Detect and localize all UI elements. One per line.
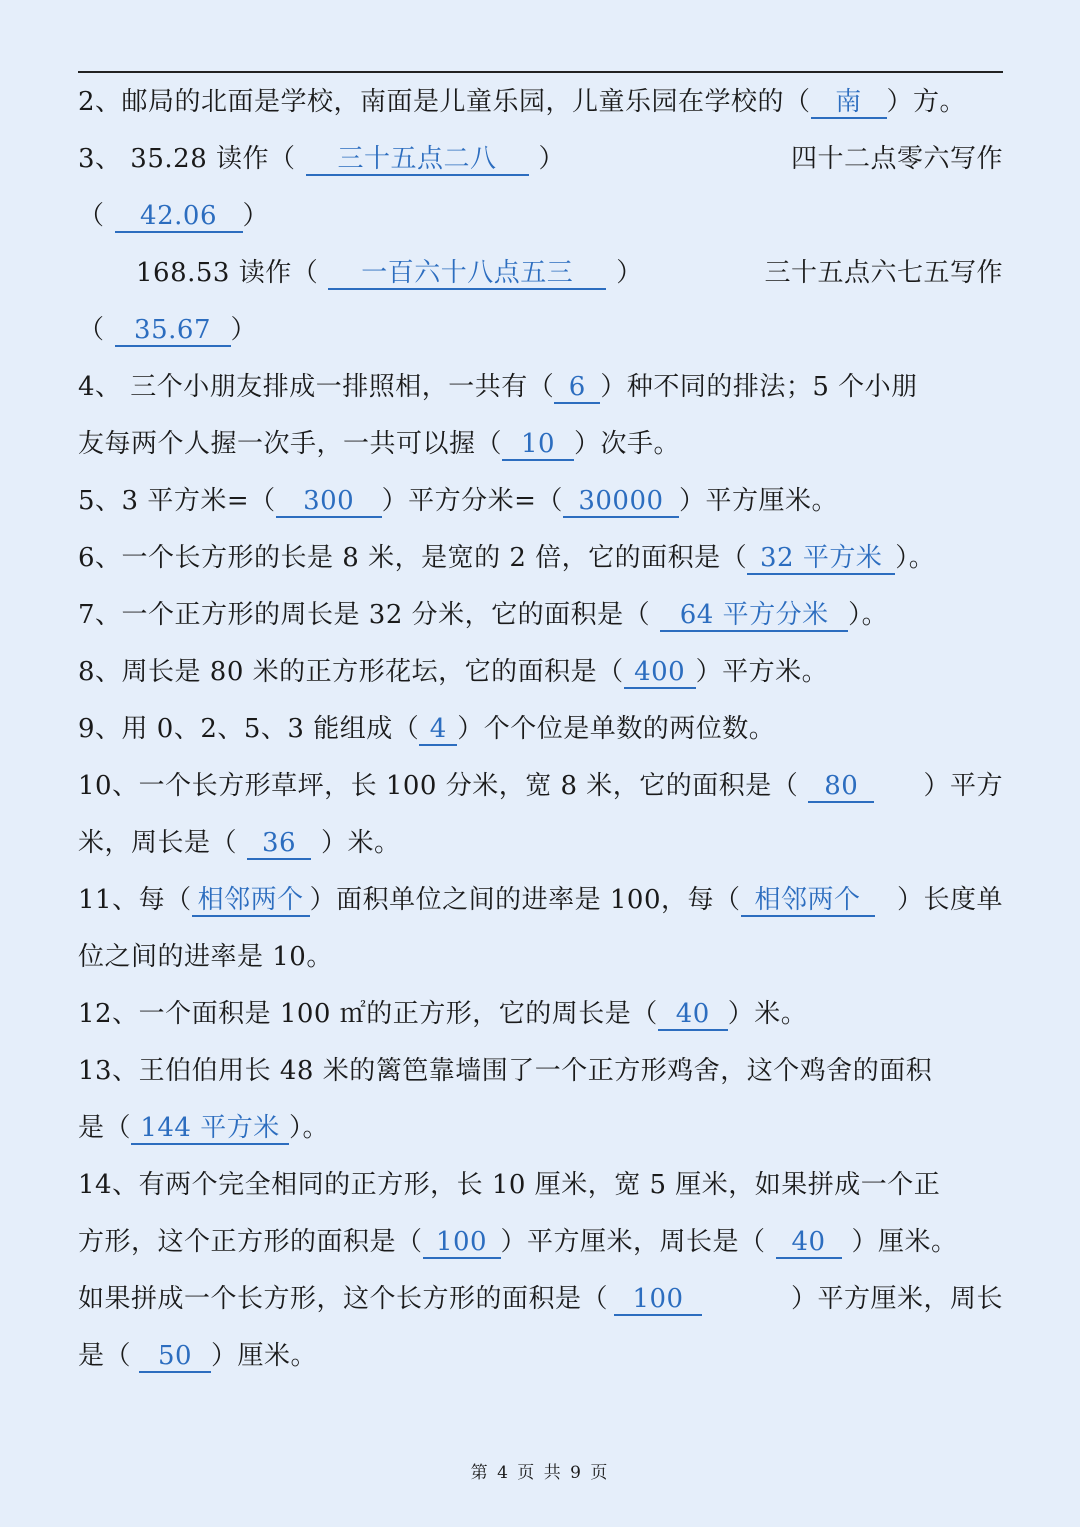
question-text: ）米。 <box>321 828 401 858</box>
question-text: 是（ <box>78 1341 132 1371</box>
question-text: 位之间的进率是 10。 <box>78 942 333 972</box>
question-text: 10、一个长方形草坪，长 100 分米，宽 8 米，它的面积是（ <box>78 771 799 801</box>
question-text: 5、3 平方米=（ <box>78 486 276 516</box>
question-6 <box>78 541 1003 575</box>
question-text: ）。 <box>848 600 889 630</box>
answer-blank: 100 <box>614 1284 702 1316</box>
answer-blank: 6 <box>554 372 600 404</box>
answer-blank: 36 <box>247 828 311 860</box>
question-text: ） <box>616 258 643 288</box>
question-text: 14、有两个完全相同的正方形，长 10 厘米，宽 5 厘米，如果拼成一个正 <box>78 1170 941 1200</box>
question-text: 12、一个面积是 100 ㎡的正方形，它的周长是（ <box>78 999 658 1029</box>
question-3-line-1 <box>78 142 1003 176</box>
answer-blank: 100 <box>423 1227 501 1259</box>
question-text: ）面积单位之间的进率是 100，每（ <box>309 885 741 915</box>
question-2 <box>78 85 1003 119</box>
question-text: 168.53 读作（ <box>136 258 319 288</box>
question-text: 米，周长是（ <box>78 828 238 858</box>
answer-blank: 相邻两个 <box>192 885 310 917</box>
answer-blank: 300 <box>276 486 382 518</box>
question-14-line-3 <box>78 1282 1003 1316</box>
question-4-line-1 <box>78 370 1003 404</box>
question-text: 如果拼成一个长方形，这个长方形的面积是（ <box>78 1284 609 1314</box>
answer-blank: 30000 <box>563 486 679 518</box>
question-text: （ <box>78 201 105 231</box>
question-text: ）平方厘米，周长是（ <box>500 1227 766 1257</box>
answer-blank: 64 平方分米 <box>660 600 848 632</box>
question-text: ） <box>242 201 270 231</box>
answer-blank: 400 <box>624 657 696 689</box>
question-text: ）厘米。 <box>211 1341 318 1371</box>
question-3-line-2 <box>78 199 1003 233</box>
question-text: 三十五点六七五写作 <box>764 258 1003 288</box>
answer-blank: 一百六十八点五三 <box>328 258 606 290</box>
question-5 <box>78 484 1003 518</box>
question-text: ） <box>538 144 566 174</box>
header-rule <box>78 71 1003 73</box>
question-11-line-1 <box>78 883 1003 917</box>
question-text: 2、邮局的北面是学校，南面是儿童乐园，儿童乐园在学校的（ <box>78 87 811 117</box>
answer-blank: 三十五点二八 <box>306 144 529 176</box>
answer-blank: 144 平方米 <box>131 1113 289 1145</box>
question-14-line-2 <box>78 1225 1003 1259</box>
question-14-line-4 <box>78 1339 1003 1373</box>
question-text: 4、 三个小朋友排成一排照相，一共有（ <box>78 372 555 402</box>
question-text: ）。 <box>289 1113 330 1143</box>
answer-blank: 32 平方米 <box>747 543 895 575</box>
question-text: ） <box>230 315 258 345</box>
question-8 <box>78 655 1003 689</box>
question-text: 7、一个正方形的周长是 32 分米，它的面积是（ <box>78 600 651 630</box>
question-text: ）米。 <box>727 999 808 1029</box>
question-text: ）平方分米=（ <box>381 486 563 516</box>
question-text: ）厘米。 <box>851 1227 958 1257</box>
answer-blank: 10 <box>502 429 574 461</box>
question-text: ）次手。 <box>574 429 681 459</box>
question-10-line-2 <box>78 826 1003 860</box>
question-7 <box>78 598 1003 632</box>
question-text: ）平方 <box>923 771 1003 801</box>
answer-blank: 4 <box>419 714 457 746</box>
answer-blank: 80 <box>808 771 874 803</box>
question-11-line-2 <box>78 940 1003 974</box>
question-4-line-2 <box>78 427 1003 461</box>
question-13-line-1 <box>78 1054 1003 1088</box>
question-10-line-1 <box>78 769 1003 803</box>
question-text: 方形，这个正方形的面积是（ <box>78 1227 423 1257</box>
answer-blank: 南 <box>811 87 887 119</box>
question-text: ）平方厘米。 <box>678 486 838 516</box>
question-text: 11、每（ <box>78 885 192 915</box>
answer-blank: 50 <box>139 1341 211 1373</box>
question-3-line-3 <box>136 256 1003 290</box>
answer-blank: 35.67 <box>115 315 231 347</box>
answer-blank: 40 <box>658 999 728 1031</box>
question-14-line-1 <box>78 1168 1003 1202</box>
page-number: 第 4 页 共 9 页 <box>470 1463 610 1483</box>
answer-blank: 42.06 <box>115 201 243 233</box>
question-text: 是（ <box>78 1113 132 1143</box>
question-text: ）平方米。 <box>695 657 829 687</box>
question-text: ）种不同的排法；5 个小朋 <box>600 372 918 402</box>
question-text: ）个个位是单数的两位数。 <box>457 714 776 744</box>
question-text: 四十二点零六写作 <box>790 144 1003 174</box>
question-3-line-4 <box>78 313 1003 347</box>
answer-blank: 相邻两个 <box>741 885 875 917</box>
question-text: 8、周长是 80 米的正方形花坛，它的面积是（ <box>78 657 624 687</box>
question-text: 6、一个长方形的长是 8 米，是宽的 2 倍，它的面积是（ <box>78 543 748 573</box>
question-text: ）。 <box>895 543 936 573</box>
answer-blank: 40 <box>776 1227 842 1259</box>
question-text: （ <box>78 315 105 345</box>
question-12 <box>78 997 1003 1031</box>
question-text: ）长度单 <box>896 885 1003 915</box>
question-13-line-2 <box>78 1111 1003 1145</box>
question-text: 13、王伯伯用长 48 米的篱笆靠墙围了一个正方形鸡舍，这个鸡舍的面积 <box>78 1056 933 1086</box>
question-text: 友每两个人握一次手，一共可以握（ <box>78 429 503 459</box>
question-text: 3、 35.28 读作（ <box>78 144 296 174</box>
question-text: ）平方厘米，周长 <box>790 1284 1003 1314</box>
question-9 <box>78 712 1003 746</box>
question-text: ）方。 <box>886 87 967 117</box>
question-text: 9、用 0、2、5、3 能组成（ <box>78 714 420 744</box>
